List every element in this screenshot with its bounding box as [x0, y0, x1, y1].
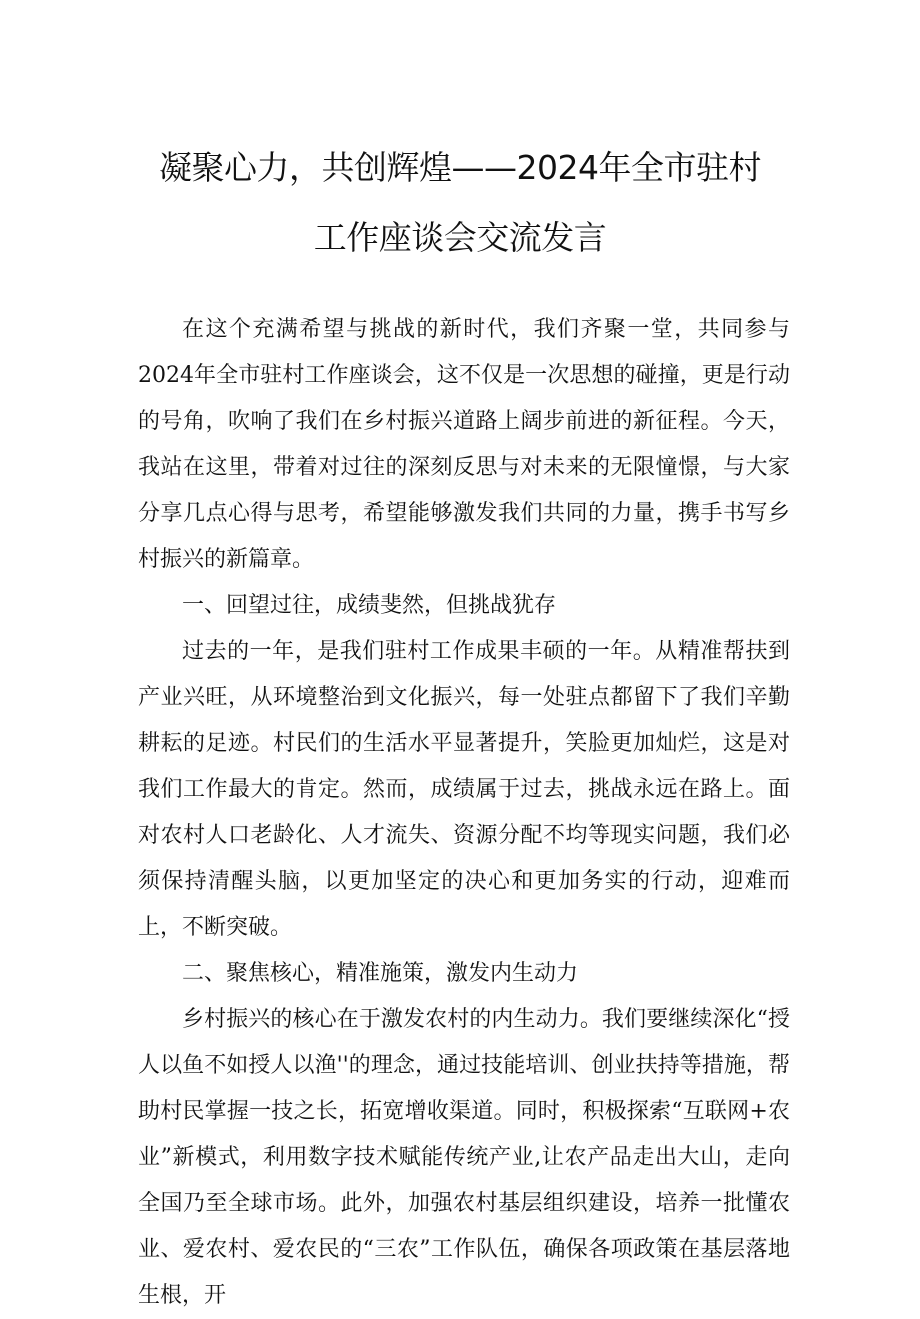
section-2-heading: 二、聚焦核心，精准施策，激发内生动力	[182, 961, 579, 986]
document-title-line-2: 工作座谈会交流发言	[313, 218, 607, 257]
document-body	[138, 307, 790, 1319]
section-2-paragraph: 乡村振兴的核心在于激发农村的内生动力。我们要继续深化“授人以鱼不如授人以渔''的理念，通过技能培训、创业扶持等措施，帮助村民掌握一技之长，拓宽增收渠道。同时，积极探索“互联网+农业”新模式，利用数字技术赋能传统产业,让农产品走出大山，走向全国乃至全球市场。此外，加强农村基层组织建设，培养一批懂农业、爱农村、爱农民的“三农”工作队伍，确保各项政策在基层落地生根，开	[138, 1007, 790, 1308]
section-1-heading: 一、回望过往，成绩斐然，但挑战犹存	[182, 593, 557, 618]
section-1-paragraph: 过去的一年，是我们驻村工作成果丰硕的一年。从精准帮扶到产业兴旺，从环境整治到文化振兴，每一处驻点都留下了我们辛勤耕耘的足迹。村民们的生活水平显著提升，笑脸更加灿烂，这是对我们工作最大的肯定。然而，成绩属于过去，挑战永远在路上。面对农村人口老龄化、人才流失、资源分配不均等现实问题，我们必须保持清醒头脑，以更加坚定的决心和更加务实的行动，迎难而上，不断突破。	[138, 639, 790, 940]
document-title-line-1: 凝聚心力，共创辉煌——2024年全市驻村	[159, 148, 761, 187]
intro-paragraph: 在这个充满希望与挑战的新时代，我们齐聚一堂，共同参与2024年全市驻村工作座谈会，这不仅是一次思想的碰撞，更是行动的号角，吹响了我们在乡村振兴道路上阔步前进的新征程。今天，我站在这里，带着对过往的深刻反思与对未来的无限憧憬，与大家分享几点心得与思考，希望能够激发我们共同的力量，携手书写乡村振兴的新篇章。	[138, 317, 790, 572]
